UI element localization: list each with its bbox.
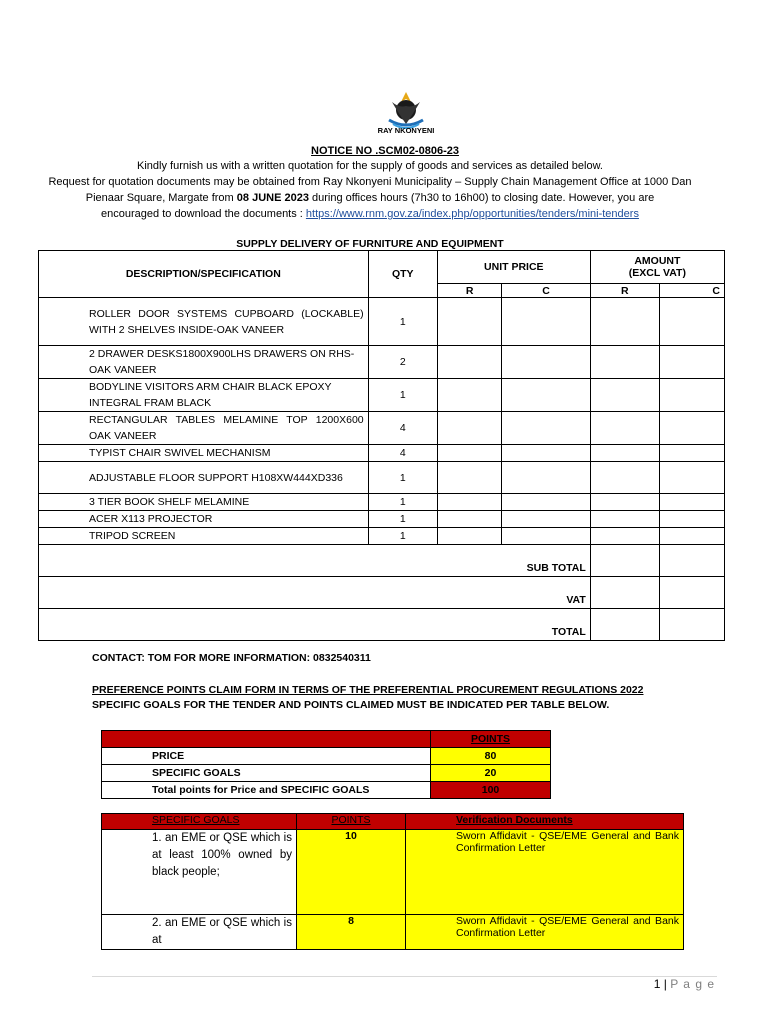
- unit-r-cell[interactable]: [437, 445, 502, 462]
- table-row: [39, 379, 725, 412]
- page-separator: |: [660, 977, 671, 991]
- unit-r-cell[interactable]: [437, 494, 502, 511]
- points-value: 80: [431, 748, 551, 765]
- notice-number: NOTICE NO .SCM02-0806-23: [311, 145, 459, 157]
- goal-cell: [102, 830, 297, 915]
- goal-text: 1. an EME or QSE which is at least 100% owned by black people;: [152, 832, 292, 878]
- table-row: [39, 412, 725, 445]
- unit-c-cell[interactable]: [502, 379, 590, 412]
- goals-points-header: [297, 814, 406, 830]
- amount-r-cell[interactable]: [590, 511, 659, 528]
- download-text: encouraged to download the documents :: [101, 208, 306, 220]
- amount-r: R: [590, 284, 659, 298]
- col-qty: QTY: [368, 251, 437, 298]
- row-description: TRIPOD SCREEN: [39, 528, 369, 545]
- vat-c-cell[interactable]: [659, 577, 724, 609]
- table-row: [39, 511, 725, 528]
- goals-row: [102, 830, 684, 915]
- table-title: SUPPLY DELIVERY OF FURNITURE AND EQUIPMENT: [236, 238, 504, 250]
- row-qty: 4: [368, 412, 437, 445]
- table-row: [39, 528, 725, 545]
- points-header-blank: [102, 731, 431, 748]
- row-qty: 1: [368, 462, 437, 494]
- amount-r-cell[interactable]: [590, 528, 659, 545]
- unit-r-cell[interactable]: [437, 511, 502, 528]
- row-description: TYPIST CHAIR SWIVEL MECHANISM: [39, 445, 369, 462]
- points-header: POINTS: [431, 731, 551, 748]
- amount-r-cell[interactable]: [590, 445, 659, 462]
- unit-c-cell[interactable]: [502, 445, 590, 462]
- row-qty: 1: [368, 379, 437, 412]
- unit-r-cell[interactable]: [437, 379, 502, 412]
- logo-text: RAY NKONYENI: [377, 126, 435, 135]
- unit-c: C: [502, 284, 590, 298]
- col-amount: [590, 251, 724, 284]
- points-label: PRICE: [102, 748, 431, 765]
- notice-line-1: Kindly furnish us with a written quotation for the supply of goods and services as detailed below.: [137, 160, 603, 172]
- unit-r-cell[interactable]: [437, 528, 502, 545]
- points-row: [102, 765, 551, 782]
- goal-doc: Sworn Affidavit - QSE/EME General and Bank Confirmation Letter: [406, 830, 684, 915]
- unit-c-cell[interactable]: [502, 412, 590, 445]
- unit-c-cell[interactable]: [502, 528, 590, 545]
- points-value: 20: [431, 765, 551, 782]
- goal-points: 10: [297, 830, 406, 915]
- col-unit-price: UNIT PRICE: [437, 251, 590, 284]
- notice-line-3-start: Pienaar Square, Margate from: [85, 192, 237, 204]
- contact-info: CONTACT: TOM FOR MORE INFORMATION: 0832540311: [92, 652, 371, 664]
- points-row: [102, 782, 551, 799]
- amount-c-cell[interactable]: [659, 511, 724, 528]
- unit-r-cell[interactable]: [437, 346, 502, 379]
- amount-r-cell[interactable]: [590, 494, 659, 511]
- row-description: ROLLER DOOR SYSTEMS CUPBOARD (LOCKABLE) WITH 2 SHELVES INSIDE-OAK VANEER: [39, 298, 369, 346]
- row-qty: 1: [368, 494, 437, 511]
- points-row: [102, 748, 551, 765]
- page-label: P a g e: [670, 977, 715, 991]
- tenders-link[interactable]: https://www.rnm.gov.za/index.php/opportunities/tenders/mini-tenders: [305, 208, 639, 220]
- quotation-table: [38, 250, 725, 641]
- table-row: [39, 298, 725, 346]
- unit-c-cell[interactable]: [502, 462, 590, 494]
- goals-docs-header-label: Verification Documents: [456, 814, 573, 826]
- amount-r-cell[interactable]: [590, 412, 659, 445]
- goals-header-label: SPECIFIC GOALS: [152, 814, 240, 826]
- amount-c-cell[interactable]: [659, 298, 724, 346]
- goal-doc: Sworn Affidavit - QSE/EME General and Bank Confirmation Letter: [406, 915, 684, 950]
- table-row: [39, 462, 725, 494]
- vat-label: VAT: [39, 577, 591, 609]
- subtotal-c-cell[interactable]: [659, 545, 724, 577]
- points-label: SPECIFIC GOALS: [102, 765, 431, 782]
- page-footer: [600, 977, 715, 991]
- amount-c-cell[interactable]: [659, 462, 724, 494]
- points-label: Total points for Price and SPECIFIC GOALS: [102, 782, 431, 799]
- goal-cell: [102, 915, 297, 950]
- row-description: 3 TIER BOOK SHELF MELAMINE: [39, 494, 369, 511]
- table-row: [39, 346, 725, 379]
- row-description: BODYLINE VISITORS ARM CHAIR BLACK EPOXY INTEGRAL FRAM BLACK: [39, 379, 369, 412]
- col-amount-line-2: (EXCL VAT): [628, 267, 686, 279]
- total-label: TOTAL: [39, 609, 591, 641]
- unit-c-cell[interactable]: [502, 494, 590, 511]
- notice-line-3-end: during offices hours (7h30 to 16h00) to closing date. However, you are: [308, 192, 655, 204]
- total-row: [39, 609, 725, 641]
- amount-c-cell[interactable]: [659, 379, 724, 412]
- unit-c-cell[interactable]: [502, 511, 590, 528]
- vat-r-cell[interactable]: [590, 577, 659, 609]
- goals-header: [102, 814, 297, 830]
- goals-row: [102, 915, 684, 950]
- subtotal-label: SUB TOTAL: [39, 545, 591, 577]
- goals-docs-header: [406, 814, 684, 830]
- col-amount-line-1: AMOUNT: [634, 255, 681, 267]
- total-c-cell[interactable]: [659, 609, 724, 641]
- row-description: ADJUSTABLE FLOOR SUPPORT H108XW444XD336: [39, 462, 369, 494]
- unit-r-cell[interactable]: [437, 298, 502, 346]
- goal-points: 8: [297, 915, 406, 950]
- row-qty: 4: [368, 445, 437, 462]
- total-r-cell[interactable]: [590, 609, 659, 641]
- specific-goals-table: [101, 813, 684, 950]
- unit-r-cell[interactable]: [437, 412, 502, 445]
- vat-row: [39, 577, 725, 609]
- notice-line-3: [0, 192, 740, 204]
- amount-c-cell[interactable]: [659, 412, 724, 445]
- row-qty: 1: [368, 528, 437, 545]
- notice-line-4: [0, 208, 740, 220]
- amount-r-cell[interactable]: [590, 379, 659, 412]
- subtotal-row: [39, 545, 725, 577]
- amount-c-cell[interactable]: [659, 528, 724, 545]
- row-qty: 1: [368, 298, 437, 346]
- amount-c-cell[interactable]: [659, 445, 724, 462]
- points-value: 100: [431, 782, 551, 799]
- unit-r-cell[interactable]: [437, 462, 502, 494]
- closing-date: 08 JUNE 2023: [236, 192, 309, 204]
- row-qty: 1: [368, 511, 437, 528]
- amount-r-cell[interactable]: [590, 298, 659, 346]
- page-number: 1: [653, 977, 661, 991]
- table-row: [39, 494, 725, 511]
- notice-line-2: Request for quotation documents may be obtained from Ray Nkonyeni Municipality – Supply Chain Management Office at 1000 Dan: [48, 176, 692, 188]
- amount-c-cell[interactable]: [659, 346, 724, 379]
- amount-r-cell[interactable]: [590, 462, 659, 494]
- table-row: [39, 445, 725, 462]
- amount-r-cell[interactable]: [590, 346, 659, 379]
- unit-c-cell[interactable]: [502, 298, 590, 346]
- unit-c-cell[interactable]: [502, 346, 590, 379]
- preference-subheading: SPECIFIC GOALS FOR THE TENDER AND POINTS CLAIMED MUST BE INDICATED PER TABLE BELOW.: [92, 699, 610, 711]
- amount-c: C: [659, 284, 724, 298]
- preference-heading: PREFERENCE POINTS CLAIM FORM IN TERMS OF THE PREFERENTIAL PROCUREMENT REGULATIONS 2022: [92, 684, 644, 696]
- goals-points-header-label: POINTS: [331, 814, 371, 826]
- row-description: RECTANGULAR TABLES MELAMINE TOP 1200X600 OAK VANEER: [39, 412, 369, 445]
- subtotal-r-cell[interactable]: [590, 545, 659, 577]
- row-description: 2 DRAWER DESKS1800X900LHS DRAWERS ON RHS-OAK VANEER: [39, 346, 369, 379]
- row-qty: 2: [368, 346, 437, 379]
- col-description: DESCRIPTION/SPECIFICATION: [39, 251, 369, 298]
- unit-r: R: [437, 284, 502, 298]
- points-table: [101, 730, 551, 799]
- amount-c-cell[interactable]: [659, 494, 724, 511]
- row-description: ACER X113 PROJECTOR: [39, 511, 369, 528]
- goal-text: 2. an EME or QSE which is at: [152, 917, 292, 946]
